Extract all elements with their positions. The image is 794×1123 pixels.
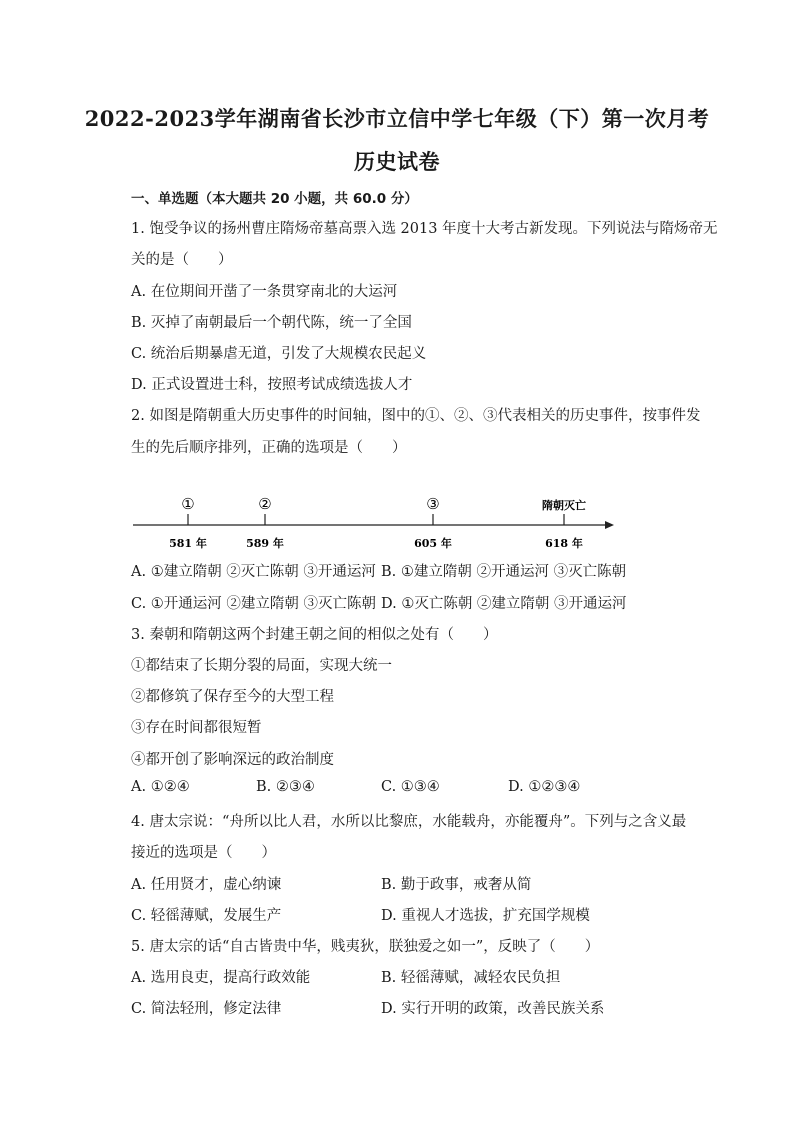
question-3-option-b: B. ②③④ <box>256 779 315 795</box>
question-1-stem-line2: 关的是（ ） <box>131 252 233 268</box>
question-5-option-b: B. 轻徭薄赋，减轻农民负担 <box>381 970 561 986</box>
question-3-statement-1: ①都结束了长期分裂的局面，实现大统一 <box>131 658 392 674</box>
question-2-option-a: A. ①建立隋朝 ②灭亡陈朝 ③开通运河 <box>131 564 376 580</box>
question-3-option-d: D. ①②③④ <box>508 779 581 795</box>
question-3-stem: 3. 秦朝和隋朝这两个封建王朝之间的相似之处有（ ） <box>131 627 498 643</box>
question-2-option-b: B. ①建立隋朝 ②开通运河 ③灭亡陈朝 <box>381 564 627 580</box>
question-4-option-a: A. 任用贤才，虚心纳谏 <box>131 877 282 893</box>
question-3-option-a: A. ①②④ <box>131 779 190 795</box>
question-2-option-c: C. ①开通运河 ②建立隋朝 ③灭亡陈朝 <box>131 596 377 612</box>
question-4-option-b: B. 勤于政事，戒奢从简 <box>381 877 532 893</box>
question-1-option-c: C. 统治后期暴虐无道，引发了大规模农民起义 <box>131 346 427 362</box>
question-1-option-d: D. 正式设置进士科，按照考试成绩选拔人才 <box>131 377 413 393</box>
question-1-option-a: A. 在位期间开凿了一条贯穿南北的大运河 <box>131 284 398 300</box>
timeline-year-4: 618 年 <box>545 537 583 550</box>
timeline-marker-4: 隋朝灭亡 <box>542 499 586 512</box>
question-3-statement-2: ②都修筑了保存至今的大型工程 <box>131 689 334 705</box>
timeline-marker-2: ② <box>258 495 272 513</box>
question-3-statement-4: ④都开创了影响深远的政治制度 <box>131 752 334 768</box>
timeline-marker-1: ① <box>181 495 195 513</box>
timeline-year-1: 581 年 <box>169 537 207 550</box>
question-1-stem-line1: 1. 饱受争议的扬州曹庄隋炀帝墓高票入选 2013 年度十大考古新发现。下列说法与隋炀帝无 <box>131 221 718 237</box>
question-5-option-c: C. 简法轻刑，修定法律 <box>131 1001 282 1017</box>
question-4-stem-line2: 接近的选项是（ ） <box>131 845 276 861</box>
exam-title-line2: 历史试卷 <box>354 149 440 174</box>
question-4-stem-line1: 4. 唐太宗说：“舟所以比人君，水所以比黎庶，水能载舟，亦能覆舟”。下列与之含义最 <box>131 814 687 830</box>
question-4-option-d: D. 重视人才选拔，扩充国学规模 <box>381 908 590 924</box>
question-2-stem-line1: 2. 如图是隋朝重大历史事件的时间轴，图中的①、②、③代表相关的历史事件，按事件发 <box>131 408 701 424</box>
timeline-arrowhead <box>605 521 614 529</box>
section-header: 一、单选题（本大题共 20 小题，共 60.0 分） <box>131 191 418 207</box>
timeline-marker-3: ③ <box>426 495 440 513</box>
question-4-option-c: C. 轻徭薄赋，发展生产 <box>131 908 282 924</box>
timeline-figure <box>125 490 625 556</box>
timeline-year-3: 605 年 <box>414 537 452 550</box>
question-2-stem-line2: 生的先后顺序排列，正确的选项是（ ） <box>131 440 407 456</box>
exam-title-line1: 2022-2023学年湖南省长沙市立信中学七年级（下）第一次月考 <box>84 106 710 131</box>
question-5-stem: 5. 唐太宗的话“自古皆贵中华，贱夷狄，朕独爱之如一”，反映了（ ） <box>131 939 600 955</box>
question-3-statement-3: ③存在时间都很短暂 <box>131 720 262 736</box>
question-1-option-b: B. 灭掉了南朝最后一个朝代陈，统一了全国 <box>131 315 412 331</box>
question-5-option-d: D. 实行开明的政策，改善民族关系 <box>381 1001 605 1017</box>
question-5-option-a: A. 选用良吏，提高行政效能 <box>131 970 311 986</box>
question-3-option-c: C. ①③④ <box>381 779 440 795</box>
question-2-option-d: D. ①灭亡陈朝 ②建立隋朝 ③开通运河 <box>381 596 627 612</box>
timeline-year-2: 589 年 <box>246 537 284 550</box>
